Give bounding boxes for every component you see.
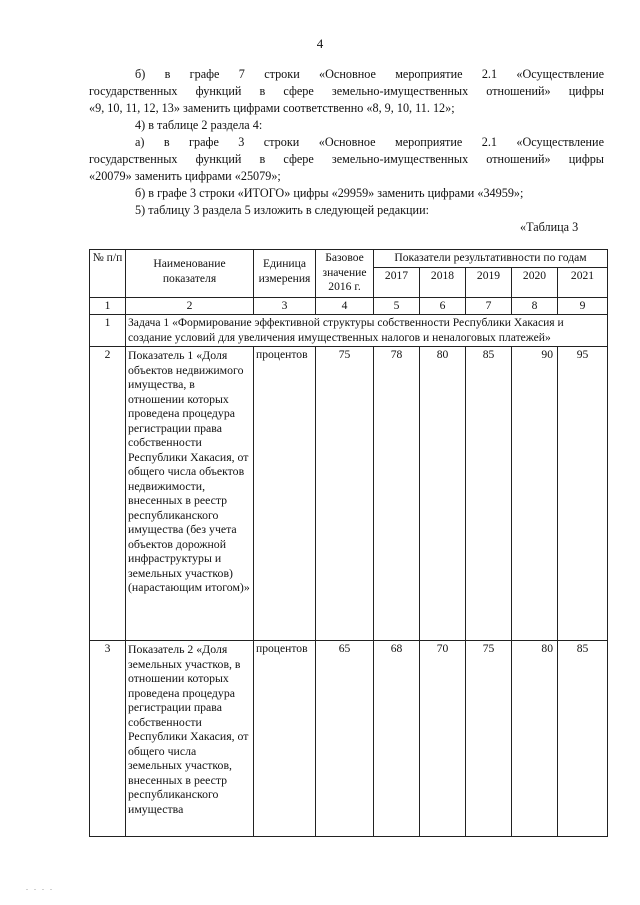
col-number: 7 <box>466 297 512 315</box>
col-number: 3 <box>254 297 316 315</box>
header-base: Базовое значение 2016 г. <box>316 250 374 298</box>
col-number: 9 <box>558 297 608 315</box>
para-a3-line2: государственных функций в сфере земельно-имущественных отношений» цифры <box>89 152 604 166</box>
task-num: 1 <box>90 315 126 347</box>
value-2018: 70 <box>420 641 466 837</box>
indicator-name: Показатель 1 «Доля объектов недвижимого имущества, в отношении которых проведена процедура регистрации права собственности Республики Хакасия, от общего числа объектов недвижимости, внесенных в реестр республиканского имущества (без учета объектов дорожной инфраструктуры и земельных участков) (нарастающим итогом)» <box>126 347 254 641</box>
value-2020: 80 <box>512 641 558 837</box>
value-2019: 85 <box>466 347 512 641</box>
col-number: 8 <box>512 297 558 315</box>
header-year: 2018 <box>420 267 466 297</box>
para-b7-line2: государственных функций в сфере земельно-имущественных отношений» цифры <box>89 84 604 98</box>
page-number: 4 <box>316 36 324 51</box>
col-number: 6 <box>420 297 466 315</box>
scan-artifact: . . . . <box>26 883 54 892</box>
header-num: № п/п <box>90 250 126 298</box>
header-year: 2019 <box>466 267 512 297</box>
header-year: 2021 <box>558 267 608 297</box>
header-group: Показатели результативности по годам <box>374 250 608 268</box>
value-2021: 95 <box>558 347 608 641</box>
indicator-name: Показатель 2 «Доля земельных участков, в отношении которых проведена процедура регистрации права собственности Республики Хакасия, от общего числа земельных участков, внесенных в реестр республиканского имущества <box>126 641 254 837</box>
task-text: Задача 1 «Формирование эффективной структуры собственности Республики Хакасия и создание условий для увеличения имущественных налогов и неналоговых платежей» <box>126 315 608 347</box>
value-2019: 75 <box>466 641 512 837</box>
col-number: 5 <box>374 297 420 315</box>
value-2017: 68 <box>374 641 420 837</box>
para-b3: б) в графе 3 строки «ИТОГО» цифры «29959» заменить цифрами «34959»; <box>135 186 524 200</box>
indicators-table <box>89 249 608 837</box>
base-value: 75 <box>316 347 374 641</box>
header-year: 2017 <box>374 267 420 297</box>
col-number: 4 <box>316 297 374 315</box>
col-number: 1 <box>90 297 126 315</box>
row-num: 2 <box>90 347 126 641</box>
para-b7-line3: «9, 10, 11, 12, 13» заменить цифрами соответственно «8, 9, 10, 11. 12»; <box>89 101 455 115</box>
para-item-5: 5) таблицу 3 раздела 5 изложить в следующей редакции: <box>135 203 429 217</box>
base-value: 65 <box>316 641 374 837</box>
unit: процентов <box>254 641 316 837</box>
value-2021: 85 <box>558 641 608 837</box>
para-b7-line1: б) в графе 7 строки «Основное мероприятие 2.1 «Осуществление <box>135 67 604 81</box>
col-number: 2 <box>126 297 254 315</box>
para-a3-line1: а) в графе 3 строки «Основное мероприятие 2.1 «Осуществление <box>135 135 604 149</box>
value-2020: 90 <box>512 347 558 641</box>
table-label: «Таблица 3 <box>520 220 579 234</box>
value-2017: 78 <box>374 347 420 641</box>
header-year: 2020 <box>512 267 558 297</box>
row-num: 3 <box>90 641 126 837</box>
unit: процентов <box>254 347 316 641</box>
header-unit: Единица измерения <box>254 250 316 298</box>
value-2018: 80 <box>420 347 466 641</box>
header-name: Наименование показателя <box>126 250 254 298</box>
para-item-4: 4) в таблице 2 раздела 4: <box>135 118 263 132</box>
para-a3-line3: «20079» заменить цифрами «25079»; <box>89 169 281 183</box>
